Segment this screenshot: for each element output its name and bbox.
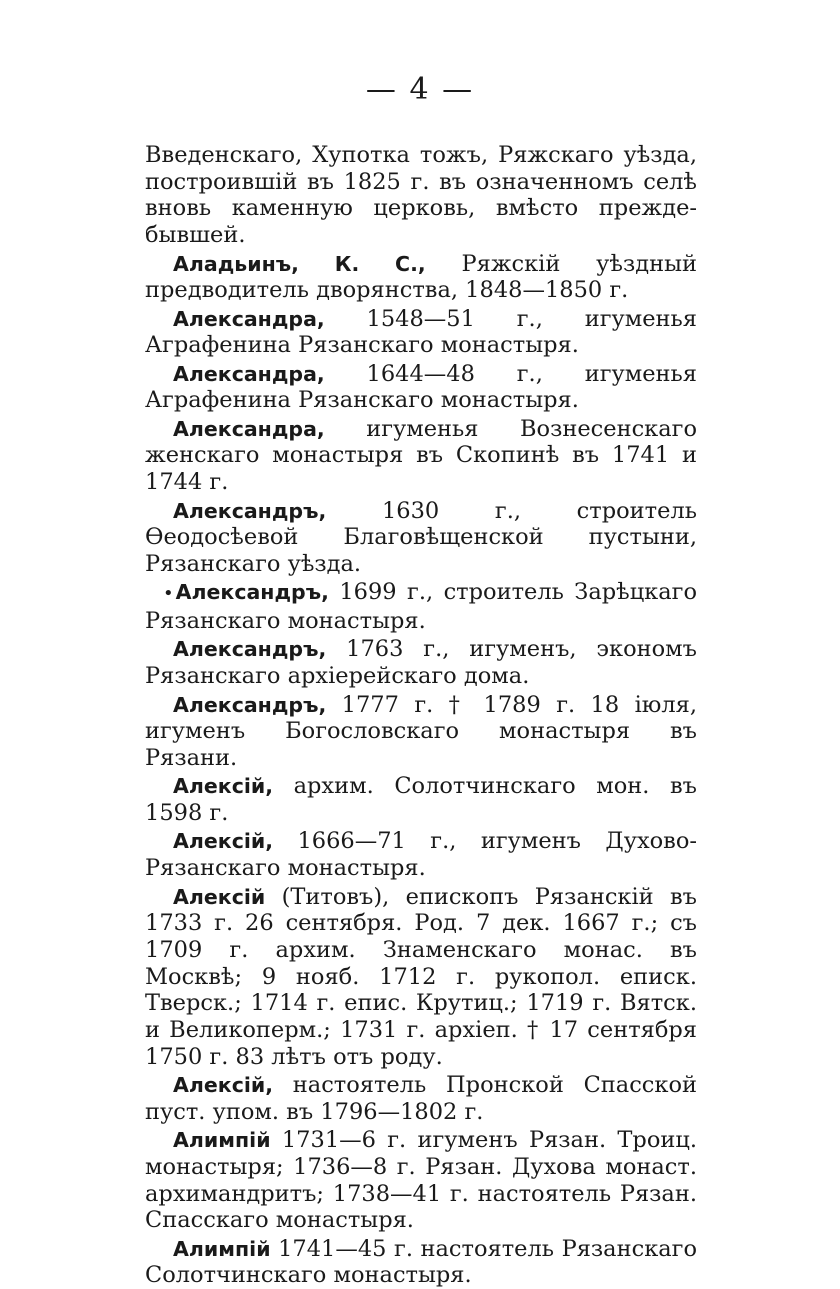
entry-heading: Алексій, bbox=[173, 1073, 274, 1098]
dictionary-entry bbox=[145, 361, 697, 414]
entry-heading: Александра, bbox=[173, 416, 325, 441]
dictionary-entry bbox=[145, 1072, 697, 1125]
entry-text: настоятель Пронской Спасской пуст. упом. въ 1796—1802 г. bbox=[145, 1072, 697, 1125]
entry-text: 1630 г., строитель Ѳеодосѣевой Благовѣщенской пустыни, Рязанскаго уѣзда. bbox=[145, 497, 697, 577]
dictionary-entry bbox=[145, 142, 697, 249]
dictionary-entry bbox=[145, 306, 697, 359]
entry-text: Введенскаго, Хупотка тожъ, Ряжскаго уѣзда, построившій въ 1825 г. въ означенномъ селѣ вновь каменную церковь, вмѣсто прежде-бывшей. bbox=[145, 142, 697, 249]
dictionary-entry bbox=[145, 1236, 697, 1289]
dictionary-entry bbox=[145, 416, 697, 496]
entry-heading: Александръ, bbox=[173, 692, 327, 717]
entry-list bbox=[145, 142, 697, 1289]
entry-heading: Алимпій bbox=[173, 1128, 271, 1153]
dictionary-entry bbox=[145, 251, 697, 304]
entry-heading: Александръ, bbox=[173, 498, 327, 523]
entry-heading: Алимпій bbox=[173, 1236, 271, 1261]
entry-heading: Александра, bbox=[173, 361, 325, 386]
dictionary-entry bbox=[145, 773, 697, 826]
entry-text: 1741—45 г. настоятель Рязанскаго Солотчинскаго монастыря. bbox=[145, 1235, 697, 1289]
entry-heading: Аладьинъ, К. С., bbox=[173, 251, 426, 276]
entry-text: 1731—6 г. игуменъ Рязан. Троиц. монастыря; 1736—8 г. Рязан. Духова монаст. архимандритъ; 1738—41 г. настоятель Рязан. Спасскаго монастыря. bbox=[145, 1127, 697, 1234]
entry-heading: Алексій, bbox=[173, 829, 274, 854]
entry-text: 1699 г., строитель Зарѣцкаго Рязанскаго монастыря. bbox=[145, 579, 697, 635]
entry-text: игуменья Вознесенскаго женскаго монастыря въ Скопинѣ въ 1741 и 1744 г. bbox=[145, 415, 697, 496]
entry-text: Ряжскій уѣздный предводитель дворянства, 1848—1850 г. bbox=[145, 250, 698, 304]
entry-text: (Титовъ), епископъ Рязанскій въ 1733 г. 26 сентября. Род. 7 дек. 1667 г.; съ 1709 г. архим. Знаменскаго монас. въ Москвѣ; 9 нояб. 1712 г. рукопол. еписк. Тверск.; 1714 г. епис. Крутиц.; 1719 г. Вятск. и Великоперм.; 1731 г. архіеп. † 17 сентября 1750 г. 83 лѣтъ отъ роду. bbox=[145, 883, 697, 1070]
dictionary-entry bbox=[145, 692, 697, 772]
entry-text: архим. Солотчинскаго мон. въ 1598 г. bbox=[145, 773, 697, 827]
entry-text: 1777 г. † 1789 г. 18 іюля, игуменъ Богословскаго монастыря въ Рязани. bbox=[145, 691, 697, 771]
entry-heading: Алексій bbox=[173, 884, 266, 909]
entry-text: 1644—48 г., игуменья Аграфенина Рязанскаго монастыря. bbox=[145, 360, 697, 414]
dictionary-entry bbox=[145, 1127, 697, 1234]
entry-heading: Алексій, bbox=[173, 774, 274, 799]
dictionary-entry bbox=[145, 828, 697, 881]
entry-text: 1666—71 г., игуменъ Духово-Рязанскаго монастыря. bbox=[145, 828, 697, 882]
entry-heading: Александръ, bbox=[173, 637, 327, 662]
bullet-marker: • bbox=[163, 583, 174, 605]
entry-text: 1548—51 г., игуменья Аграфенина Рязанскаго монастыря. bbox=[145, 305, 697, 359]
dictionary-entry bbox=[145, 884, 697, 1071]
entry-text: 1763 г., игуменъ, экономъ Рязанскаго архіерейскаго дома. bbox=[145, 636, 697, 690]
entry-heading: Александра, bbox=[173, 306, 325, 331]
entry-heading: Александръ, bbox=[175, 580, 329, 605]
page-number: — 4 — bbox=[365, 72, 475, 107]
dictionary-entry bbox=[145, 498, 697, 578]
dictionary-entry bbox=[145, 579, 697, 634]
dictionary-entry bbox=[145, 636, 697, 689]
